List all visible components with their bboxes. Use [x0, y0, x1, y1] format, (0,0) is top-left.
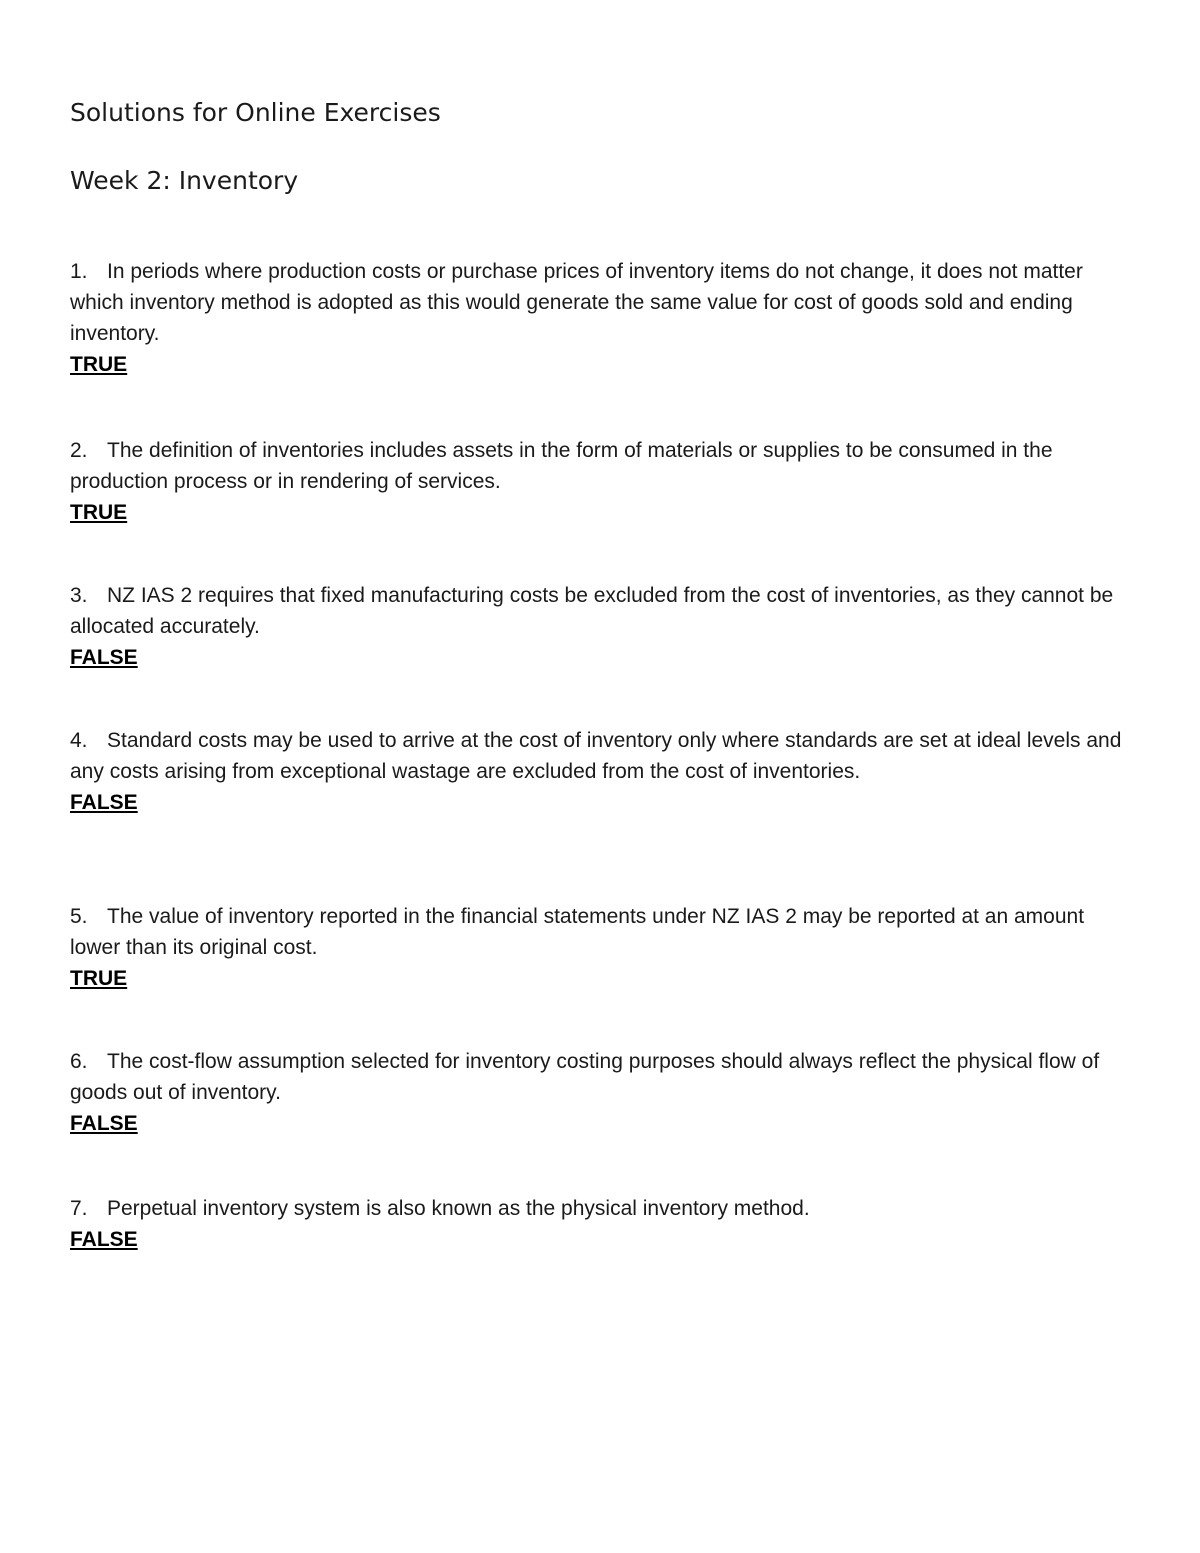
question-2 — [70, 435, 1140, 528]
answer-label: FALSE — [70, 791, 138, 814]
document-title: Solutions for Online Exercises — [70, 98, 441, 127]
answer-label: FALSE — [70, 1228, 138, 1251]
question-3 — [70, 580, 1140, 673]
question-text — [70, 1193, 1140, 1224]
answer-label: FALSE — [70, 646, 138, 669]
question-statement: The value of inventory reported in the financial statements under NZ IAS 2 may be reported at an amount lower than its original cost. — [70, 905, 1085, 959]
question-6 — [70, 1046, 1140, 1139]
question-statement: Perpetual inventory system is also known as the physical inventory method. — [107, 1197, 810, 1220]
question-text — [70, 256, 1140, 349]
question-text — [70, 1046, 1140, 1108]
question-text — [70, 435, 1140, 497]
answer-label: TRUE — [70, 967, 128, 990]
question-statement: NZ IAS 2 requires that fixed manufacturing costs be excluded from the cost of inventories, as they cannot be allocated accurately. — [70, 584, 1114, 638]
question-statement: Standard costs may be used to arrive at the cost of inventory only where standards are set at ideal levels and any costs arising from exceptional wastage are excluded from the cost of inventories. — [70, 729, 1122, 783]
question-statement: The cost-flow assumption selected for inventory costing purposes should always reflect the physical flow of goods out of inventory. — [70, 1050, 1100, 1104]
question-5 — [70, 901, 1140, 994]
question-number: 3. — [70, 584, 88, 607]
question-number: 6. — [70, 1050, 88, 1073]
question-number: 5. — [70, 905, 88, 928]
question-text — [70, 580, 1140, 642]
question-7 — [70, 1193, 1140, 1255]
question-text — [70, 901, 1140, 963]
question-statement: The definition of inventories includes assets in the form of materials or supplies to be consumed in the production process or in rendering of services. — [70, 439, 1053, 493]
question-number: 2. — [70, 439, 88, 462]
question-1 — [70, 256, 1140, 380]
answer-label: FALSE — [70, 1112, 138, 1135]
question-number: 7. — [70, 1197, 88, 1220]
document-subtitle: Week 2: Inventory — [70, 166, 299, 195]
question-4 — [70, 725, 1140, 818]
question-number: 1. — [70, 260, 88, 283]
question-number: 4. — [70, 729, 88, 752]
question-text — [70, 725, 1140, 787]
question-statement: In periods where production costs or purchase prices of inventory items do not change, it does not matter which inventory method is adopted as this would generate the same value for cost of goods sold and ending inventory. — [70, 260, 1083, 345]
answer-label: TRUE — [70, 353, 128, 376]
answer-label: TRUE — [70, 501, 128, 524]
